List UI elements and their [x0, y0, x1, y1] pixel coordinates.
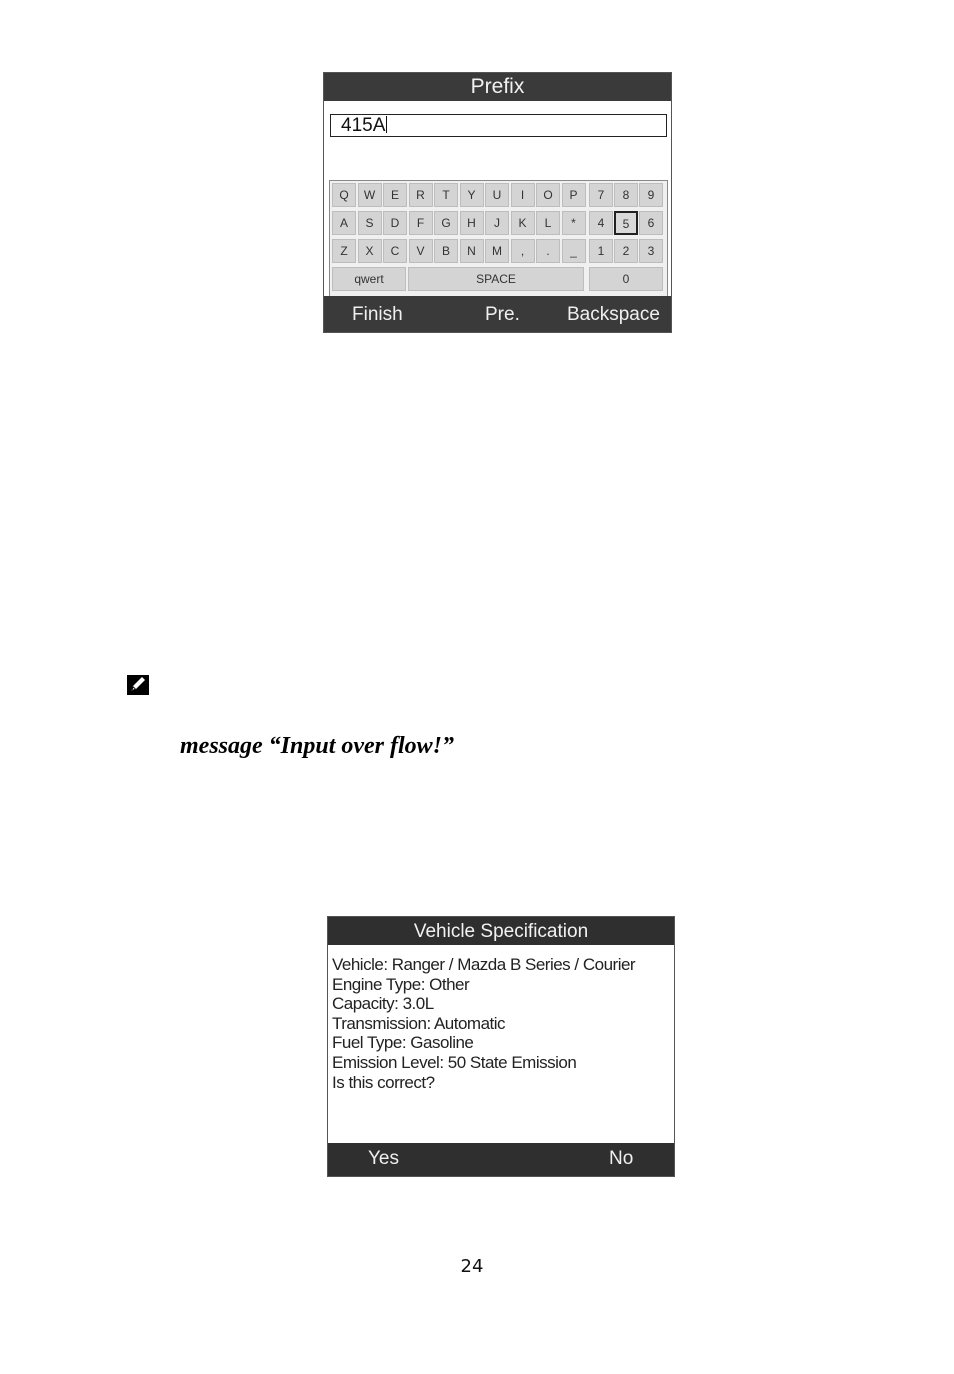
no-button[interactable]: No	[609, 1148, 634, 1169]
backspace-button[interactable]: Backspace	[567, 304, 660, 325]
key-row2-6[interactable]: J	[485, 211, 509, 235]
key-row3-9[interactable]: _	[562, 239, 586, 263]
previous-button[interactable]: Pre.	[485, 304, 520, 325]
key-row3-5[interactable]: N	[460, 239, 484, 263]
text-caret	[386, 116, 387, 133]
key-row2-4[interactable]: G	[434, 211, 458, 235]
key-row2-5[interactable]: H	[460, 211, 484, 235]
prefix-input-value: 415A	[341, 115, 386, 136]
key-row1-4[interactable]: T	[434, 183, 458, 207]
fuel-type-line: Fuel Type: Gasoline	[332, 1033, 474, 1053]
key-row1-3[interactable]: R	[409, 183, 433, 207]
prefix-input[interactable]	[330, 114, 667, 137]
key-row3-7[interactable]: ,	[511, 239, 535, 263]
vehicle-softkey-bar	[328, 1143, 674, 1176]
key-row2-3[interactable]: F	[409, 211, 433, 235]
key-row2-8[interactable]: L	[536, 211, 560, 235]
vehicle-spec-details	[332, 955, 675, 1092]
key-row2-7[interactable]: K	[511, 211, 535, 235]
input-overflow-message: message “Input over flow!”	[180, 733, 455, 759]
key-row3-0[interactable]: Z	[332, 239, 356, 263]
engine-type-line: Engine Type: Other	[332, 974, 470, 994]
vehicle-line: Vehicle: Ranger / Mazda B Series / Courier	[332, 955, 636, 974]
key-num-3[interactable]: 3	[639, 239, 663, 263]
key-row1-1[interactable]: W	[358, 183, 382, 207]
key-num-7[interactable]: 7	[589, 183, 613, 207]
key-num-6[interactable]: 6	[639, 211, 663, 235]
key-row2-0[interactable]: A	[332, 211, 356, 235]
vehicle-specification-screen	[327, 916, 675, 1177]
key-row1-9[interactable]: P	[562, 183, 586, 207]
emission-level-line: Emission Level: 50 State Emission	[332, 1052, 577, 1072]
key-num-9[interactable]: 9	[639, 183, 663, 207]
key-row3-2[interactable]: C	[383, 239, 407, 263]
virtual-keyboard	[329, 180, 668, 297]
yes-button[interactable]: Yes	[368, 1148, 399, 1169]
pencil-note-icon	[126, 674, 150, 696]
key-num-4[interactable]: 4	[589, 211, 613, 235]
key-row1-0[interactable]: Q	[332, 183, 356, 207]
key-row3-4[interactable]: B	[434, 239, 458, 263]
key-row2-1[interactable]: S	[358, 211, 382, 235]
space-key[interactable]: SPACE	[408, 267, 584, 291]
page-number: 24	[460, 1256, 484, 1277]
key-num-0[interactable]: 0	[589, 267, 663, 291]
key-num-5[interactable]: 5	[614, 211, 638, 235]
confirm-question: Is this correct?	[332, 1072, 435, 1092]
prefix-title: Prefix	[324, 73, 671, 101]
key-row2-2[interactable]: D	[383, 211, 407, 235]
key-row1-2[interactable]: E	[383, 183, 407, 207]
finish-button[interactable]: Finish	[352, 304, 403, 325]
key-row3-8[interactable]: .	[536, 239, 560, 263]
key-row2-9[interactable]: *	[562, 211, 586, 235]
key-num-1[interactable]: 1	[589, 239, 613, 263]
keyboard-mode-key[interactable]: qwert	[332, 267, 406, 291]
key-row1-7[interactable]: I	[511, 183, 535, 207]
transmission-line: Transmission: Automatic	[332, 1013, 506, 1033]
key-row1-5[interactable]: Y	[460, 183, 484, 207]
key-row3-6[interactable]: M	[485, 239, 509, 263]
key-row3-3[interactable]: V	[409, 239, 433, 263]
key-row1-6[interactable]: U	[485, 183, 509, 207]
key-row3-1[interactable]: X	[358, 239, 382, 263]
prefix-softkey-bar	[324, 296, 671, 332]
key-num-2[interactable]: 2	[614, 239, 638, 263]
vehicle-spec-title: Vehicle Specification	[328, 917, 674, 945]
prefix-screen	[323, 72, 672, 333]
key-row1-8[interactable]: O	[536, 183, 560, 207]
capacity-line: Capacity: 3.0L	[332, 994, 434, 1014]
key-num-8[interactable]: 8	[614, 183, 638, 207]
